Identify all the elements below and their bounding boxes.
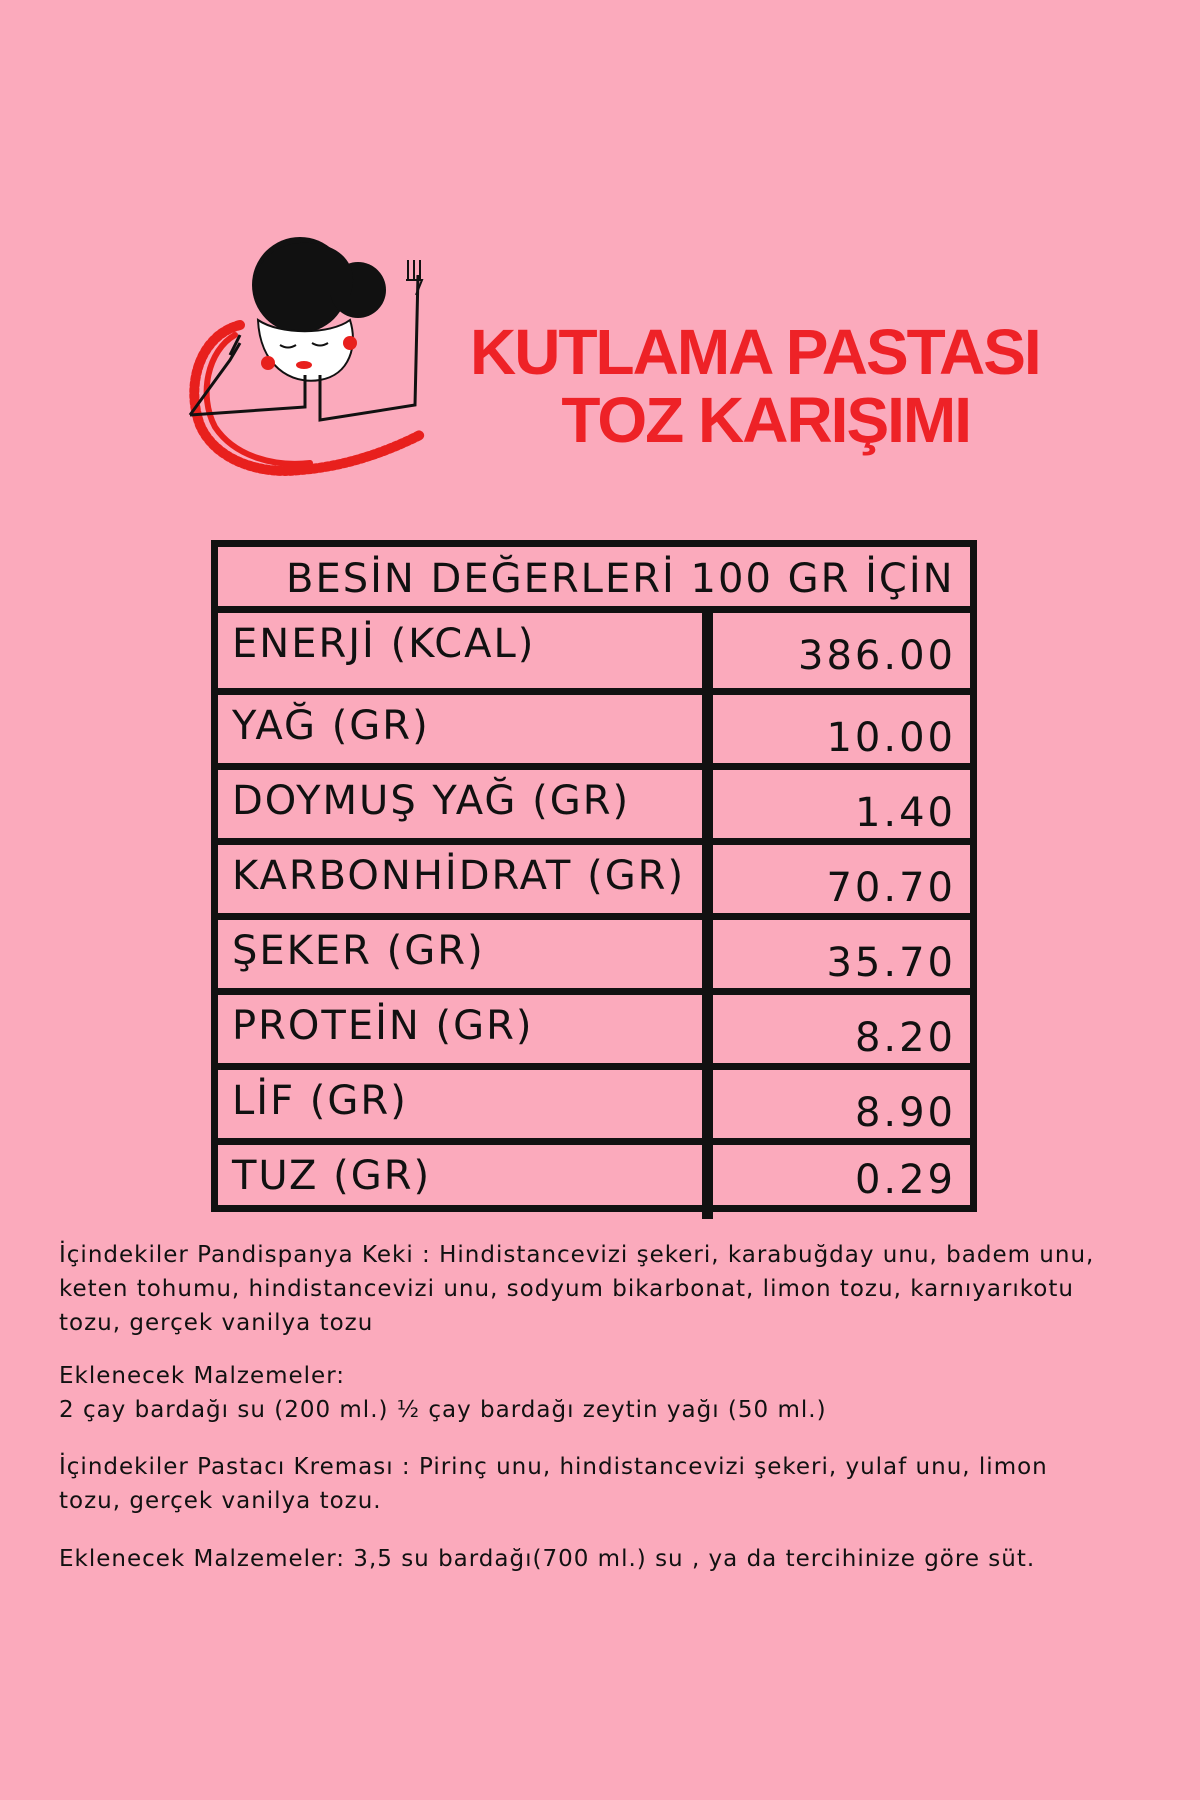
row-value: 386.00 [798,633,956,679]
product-title [470,316,1040,456]
product-title-line-1: KUTLAMA PASTASI [470,316,1040,388]
row-label: LİF (GR) [232,1078,408,1124]
added-ingredients-text: 2 çay bardağı su (200 ml.) ½ çay bardağı zeytin yağı (50 ml.) [59,1397,827,1423]
table-row [218,838,970,913]
cake-ingredients-line: tozu, gerçek vanilya tozu [59,1310,374,1336]
row-value: 8.20 [854,1015,956,1061]
row-label: PROTEİN (GR) [232,1003,534,1049]
row-label: KARBONHİDRAT (GR) [232,853,686,899]
row-value: 8.90 [854,1090,956,1136]
cake-ingredients [59,1238,1179,1340]
row-value: 0.29 [854,1157,956,1203]
row-label: TUZ (GR) [232,1153,432,1199]
cream-ingredients [59,1450,1179,1518]
added-ingredients-title: Eklenecek Malzemeler: [59,1363,345,1389]
table-row [218,613,970,688]
row-label: ENERJİ (KCAL) [232,621,536,667]
table-row [218,688,970,763]
product-title-line-2: TOZ KARIŞIMI [561,384,970,456]
cake-ingredients-line: keten tohumu, hindistancevizi unu, sodyum bikarbonat, limon tozu, karnıyarıkotu [59,1276,1074,1302]
cake-ingredients-line: İçindekiler Pandispanya Keki : Hindistancevizi şekeri, karabuğday unu, badem unu, [59,1242,1095,1268]
row-label: YAĞ (GR) [232,703,430,749]
row-value: 1.40 [854,790,956,836]
cream-ingredients-line: İçindekiler Pastacı Kreması : Pirinç unu, hindistancevizi şekeri, yulaf unu, limon [59,1454,1048,1480]
added-ingredients-text: Eklenecek Malzemeler: 3,5 su bardağı(700 ml.) su , ya da tercihinize göre süt. [59,1546,1036,1572]
cream-added-ingredients [59,1542,1179,1576]
nutrition-table [211,540,977,1212]
table-row [218,1063,970,1138]
row-label: ŞEKER (GR) [232,928,485,974]
row-value: 70.70 [826,865,956,911]
nutrition-table-header: BESİN DEĞERLERİ 100 GR İÇİN [218,547,970,613]
cake-added-ingredients [59,1359,1179,1427]
table-row [218,913,970,988]
brand-logo-illustration [180,235,450,495]
table-row [218,988,970,1063]
row-value: 35.70 [826,940,956,986]
cream-ingredients-line: tozu, gerçek vanilya tozu. [59,1488,382,1514]
row-label: DOYMUŞ YAĞ (GR) [232,778,631,824]
table-row [218,763,970,838]
row-value: 10.00 [826,715,956,761]
table-row [218,1138,970,1205]
